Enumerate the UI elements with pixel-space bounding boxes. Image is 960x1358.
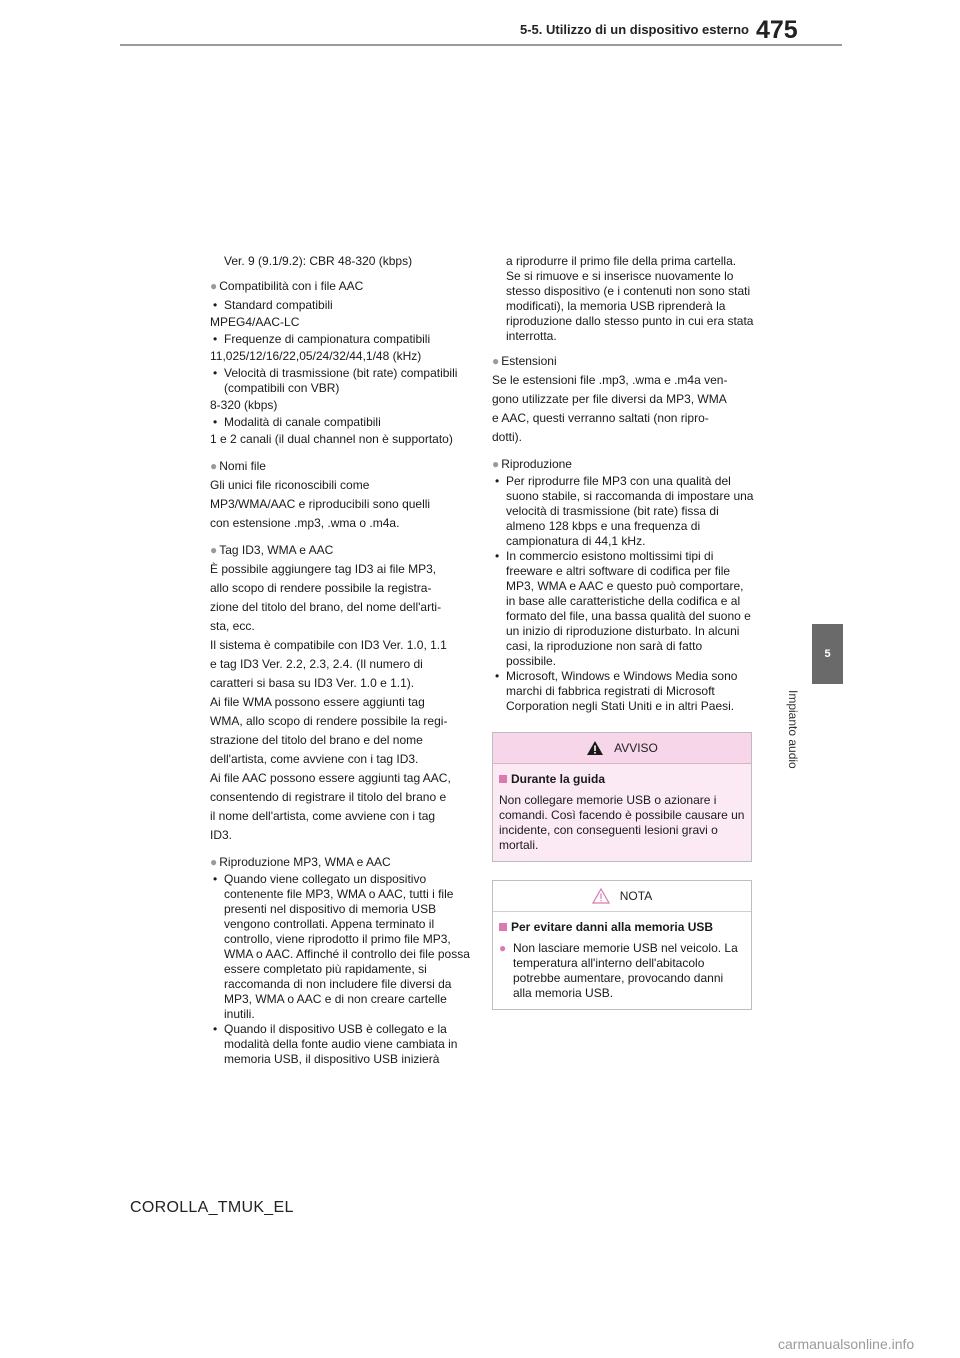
value-line: 1 e 2 canali (il dual channel non è supportato) bbox=[210, 432, 453, 446]
page-number: 475 bbox=[756, 16, 798, 44]
text-line: dell'artista, come avviene con i tag ID3. bbox=[210, 752, 419, 766]
text-line: Il sistema è compatibile con ID3 Ver. 1.0, 1.1 bbox=[210, 638, 447, 652]
left-column bbox=[210, 254, 472, 1067]
chapter-title-text: Impianto audio bbox=[786, 690, 800, 769]
text-line: strazione del titolo del brano e del nome bbox=[210, 733, 423, 747]
text-line: È possibile aggiungere tag ID3 ai file MP3, bbox=[210, 562, 437, 576]
warning-body bbox=[493, 764, 751, 861]
note-title: NOTA bbox=[619, 888, 653, 903]
bullet-circle-icon: ● bbox=[210, 855, 218, 869]
warning-text: Non collegare memorie USB o azionare i comandi. Così facendo è possibile causare un incidente, con conseguenti lesioni gravi o mortali. bbox=[499, 793, 745, 852]
continued-text: a riprodurre il primo file della prima cartella. Se si rimuove e si inserisce nuovamente lo stesso dispositivo (e i contenuti non sono stati modificati), la memoria USB riprenderà la riproduzione dallo stesso punto in cui era stata interrotta. bbox=[506, 254, 754, 343]
text-line: MP3/WMA/AAC e riproducibili sono quelli bbox=[210, 497, 431, 511]
bullet-circle-icon: ● bbox=[210, 279, 218, 293]
list-item: • Microsoft, Windows e Windows Media sono marchi di fabbrica registrati di Microsoft Corporation negli Stati Uniti e in altri Paesi. bbox=[495, 669, 738, 713]
text-line: Gli unici file riconoscibili come bbox=[210, 478, 370, 492]
header-rule bbox=[120, 44, 842, 46]
caution-triangle-icon bbox=[592, 888, 610, 904]
bullet-circle-icon: ● bbox=[492, 354, 500, 368]
warning-header bbox=[493, 733, 751, 764]
list-item: • Quando il dispositivo USB è collegato e la modalità della fonte audio viene cambiata in memoria USB, il dispositivo USB inizierà bbox=[213, 1022, 458, 1066]
text-line: WMA, allo scopo di rendere possibile la regi- bbox=[210, 714, 448, 728]
note-subheading: Per evitare danni alla memoria USB bbox=[499, 920, 745, 935]
note-item: ● Non lasciare memorie USB nel veicolo. La temperatura all'interno dell'abitacolo potrebbe aumentare, provocando danni alla memoria USB. bbox=[499, 941, 738, 1000]
list-item: • In commercio esistono moltissimi tipi di freeware e altri software di codifica per file MP3, WMA e AAC e questo può comportare, in base alle caratteristiche della codifica e al formato del file, una bassa qualità del suono e un inizio di riproduzione disturbato. In alcuni casi, la riproduzione non sarà di fatto possibile. bbox=[495, 549, 751, 668]
warning-box bbox=[492, 732, 752, 862]
right-column bbox=[492, 254, 754, 1010]
aac-heading: ● Compatibilità con i file AAC bbox=[210, 279, 364, 293]
list-item: • Per riprodurre file MP3 con una qualità del suono stabile, si raccomanda di impostare una velocità di trasmissione (bit rate) fissa di almeno 128 kbps e una frequenza di campionatura di 44,1 kHz. bbox=[495, 474, 754, 548]
watermark-text: carmanualsonline.info bbox=[778, 1336, 915, 1352]
text-line: Se le estensioni file .mp3, .wma e .m4a ven- bbox=[492, 373, 728, 387]
extensions-heading: ● Estensioni bbox=[492, 354, 557, 368]
text-line: zione del titolo del brano, del nome dell'arti- bbox=[210, 600, 442, 614]
chapter-tab[interactable]: 5 bbox=[812, 624, 843, 684]
text-line: gono utilizzate per file diversi da MP3, WMA bbox=[492, 392, 727, 406]
section-title: 5-5. Utilizzo di un dispositivo esterno bbox=[520, 22, 749, 37]
names-heading: ● Nomi file bbox=[210, 459, 266, 473]
warning-triangle-icon bbox=[586, 740, 604, 756]
square-bullet-icon bbox=[499, 923, 507, 931]
playback-heading: ● Riproduzione MP3, WMA e AAC bbox=[210, 855, 391, 869]
note-body bbox=[493, 912, 751, 1009]
bullet-circle-icon: ● bbox=[210, 459, 218, 473]
aac-ver9-line: Ver. 9 (9.1/9.2): CBR 48-320 (kbps) bbox=[224, 254, 413, 268]
warning-subheading: Durante la guida bbox=[499, 772, 745, 787]
list-item: • Modalità di canale compatibili bbox=[213, 415, 381, 429]
list-item: • Frequenze di campionatura compatibili bbox=[213, 332, 431, 346]
text-line: Ai file WMA possono essere aggiunti tag bbox=[210, 695, 425, 709]
bullet-circle-icon: ● bbox=[210, 543, 218, 557]
text-line: il nome dell'artista, come avviene con i tag bbox=[210, 809, 436, 823]
bullet-circle-icon: ● bbox=[499, 941, 507, 955]
text-line: sta, ecc. bbox=[210, 619, 255, 633]
warning-title: AVVISO bbox=[614, 740, 658, 755]
footer-model-code: COROLLA_TMUK_EL bbox=[130, 1199, 294, 1216]
list-item: • Quando viene collegato un dispositivo contenente file MP3, WMA o AAC, tutti i file presenti nel dispositivo di memoria USB vengono controllati. Appena terminato il controllo, viene riprodotto il primo file MP3, WMA o AAC. Affinché il controllo dei file possa essere completato più rapidamente, si raccomanda di non includere file diversi da MP3, WMA o AAC e di non creare cartelle inutili. bbox=[213, 872, 470, 1021]
reproduction-heading: ● Riproduzione bbox=[492, 457, 572, 471]
text-line: dotti). bbox=[492, 430, 523, 444]
text-line: allo scopo di rendere possibile la registra- bbox=[210, 581, 432, 595]
text-line: consentendo di registrare il titolo del brano e bbox=[210, 790, 447, 804]
value-line: MPEG4/AAC-LC bbox=[210, 315, 300, 329]
chapter-title bbox=[786, 690, 802, 790]
square-bullet-icon bbox=[499, 775, 507, 783]
text-line: e tag ID3 Ver. 2.2, 2.3, 2.4. (Il numero di bbox=[210, 657, 423, 671]
text-line: ID3. bbox=[210, 828, 233, 842]
text-line: caratteri si basa su ID3 Ver. 1.0 e 1.1). bbox=[210, 676, 415, 690]
text-line: con estensione .mp3, .wma o .m4a. bbox=[210, 516, 400, 530]
list-item: • Velocità di trasmissione (bit rate) compatibili (compatibili con VBR) bbox=[213, 366, 458, 395]
value-line: 11,025/12/16/22,05/24/32/44,1/48 (kHz) bbox=[210, 349, 422, 363]
bullet-circle-icon: ● bbox=[492, 457, 500, 471]
tag-heading: ● Tag ID3, WMA e AAC bbox=[210, 543, 334, 557]
text-line: e AAC, questi verranno saltati (non ripro- bbox=[492, 411, 709, 425]
value-line: 8-320 (kbps) bbox=[210, 398, 278, 412]
note-box bbox=[492, 880, 752, 1010]
list-item: • Standard compatibili bbox=[213, 298, 333, 312]
note-header bbox=[493, 881, 751, 912]
text-line: Ai file AAC possono essere aggiunti tag AAC, bbox=[210, 771, 451, 785]
